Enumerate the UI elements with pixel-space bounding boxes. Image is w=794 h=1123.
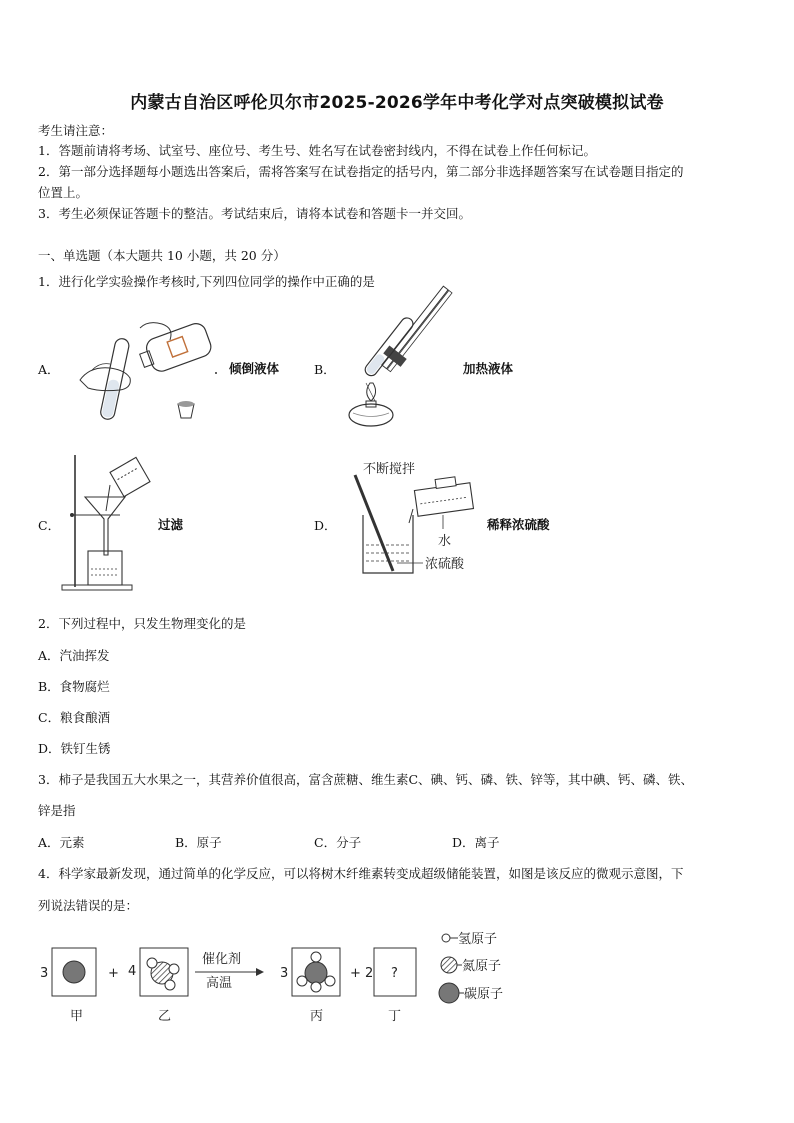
- acid-label: 浓硫酸: [425, 557, 465, 572]
- legend-hydrogen: 氢原子: [458, 932, 498, 947]
- q3-option-b: B．原子: [175, 835, 222, 850]
- reaction-diagram: [30, 925, 530, 1025]
- legend-nitrogen: 氮原子: [462, 959, 502, 974]
- q1-option-d-caption: 稀释浓硫酸: [487, 517, 550, 532]
- q4-stem-line2: 列说法错误的是：: [38, 898, 139, 913]
- notice-item-2: 2．第一部分选择题每小题选出答案后，需将答案写在试卷指定的括号内，第二部分非选择题答案写在试卷题目指定的: [38, 164, 684, 179]
- q3-stem-line1: 3．柿子是我国五大水果之一，其营养价值很高，富含蔗糖、维生素C、碘、钙、磷、铁、锌等，其中碘、钙、磷、铁、: [38, 772, 694, 787]
- condition-catalyst: 催化剂: [202, 952, 242, 967]
- plus-sign-1: +: [108, 966, 119, 981]
- q4-stem-line1: 4．科学家最新发现，通过简单的化学反应，可以将树木纤维素转变成超级储能装置，如图是该反应的微观示意图，下: [38, 866, 684, 881]
- q2-option-a: A．汽油挥发: [38, 648, 110, 663]
- notice-item-3: 3．考生必须保证答题卡的整洁。考试结束后，请将本试卷和答题卡一并交回。: [38, 206, 471, 221]
- q1-option-c-caption: 过滤: [158, 517, 184, 532]
- coef-jia: 3: [40, 966, 49, 981]
- section-heading: 一、单选题（本大题共 10 小题，共 20 分）: [38, 248, 286, 263]
- q1-option-c-letter: C．: [38, 518, 61, 533]
- unknown-mark: ?: [391, 966, 398, 981]
- label-bing: 丙: [310, 1009, 324, 1024]
- stir-label: 不断搅拌: [363, 462, 416, 477]
- q1-option-b-caption: 加热液体: [463, 361, 514, 376]
- q2-option-d: D．铁钉生锈: [38, 741, 111, 756]
- q1-stem: 1．进行化学实验操作考核时,下列四位同学的操作中正确的是: [38, 274, 375, 289]
- filtration-figure: [60, 455, 160, 595]
- page-title: 内蒙古自治区呼伦贝尔市2025-2026学年中考化学对点突破模拟试卷: [130, 93, 664, 113]
- q2-stem: 2．下列过程中，只发生物理变化的是: [38, 616, 246, 631]
- notice-item-2-cont: 位置上。: [38, 185, 89, 200]
- q3-stem-line2: 锌是指: [38, 803, 76, 818]
- label-yi: 乙: [158, 1009, 172, 1024]
- plus-sign-2: + 2: [350, 966, 374, 981]
- pouring-liquid-figure: [70, 318, 220, 428]
- coef-yi: 4: [128, 964, 137, 979]
- label-jia: 甲: [70, 1009, 84, 1024]
- condition-high-temp: 高温: [206, 976, 233, 991]
- q3-option-a: A．元素: [38, 835, 85, 850]
- carbon-atom: [63, 961, 85, 983]
- q2-option-c: C．粮食酿酒: [38, 710, 111, 725]
- heating-liquid-figure: [335, 305, 465, 430]
- q3-option-c: C．分子: [314, 835, 362, 850]
- water-label: 水: [438, 534, 452, 549]
- q2-option-b: B．食物腐烂: [38, 679, 110, 694]
- q3-option-d: D．离子: [452, 835, 500, 850]
- label-ding: 丁: [388, 1009, 402, 1024]
- q1-option-d-letter: D．: [314, 518, 337, 533]
- q1-option-b-letter: B．: [314, 362, 336, 377]
- legend-carbon: 碳原子: [464, 987, 504, 1002]
- dilute-sulfuric-acid-figure: [345, 462, 485, 580]
- notice-heading: 考生请注意：: [38, 123, 114, 138]
- notice-item-1: 1．答题前请将考场、试室号、座位号、考生号、姓名写在试卷密封线内，不得在试卷上作任何标记。: [38, 143, 596, 158]
- q1-option-a-caption: 倾倒液体: [229, 361, 280, 376]
- coef-bing: 3: [280, 966, 289, 981]
- q1-option-a-letter: A．: [38, 362, 60, 377]
